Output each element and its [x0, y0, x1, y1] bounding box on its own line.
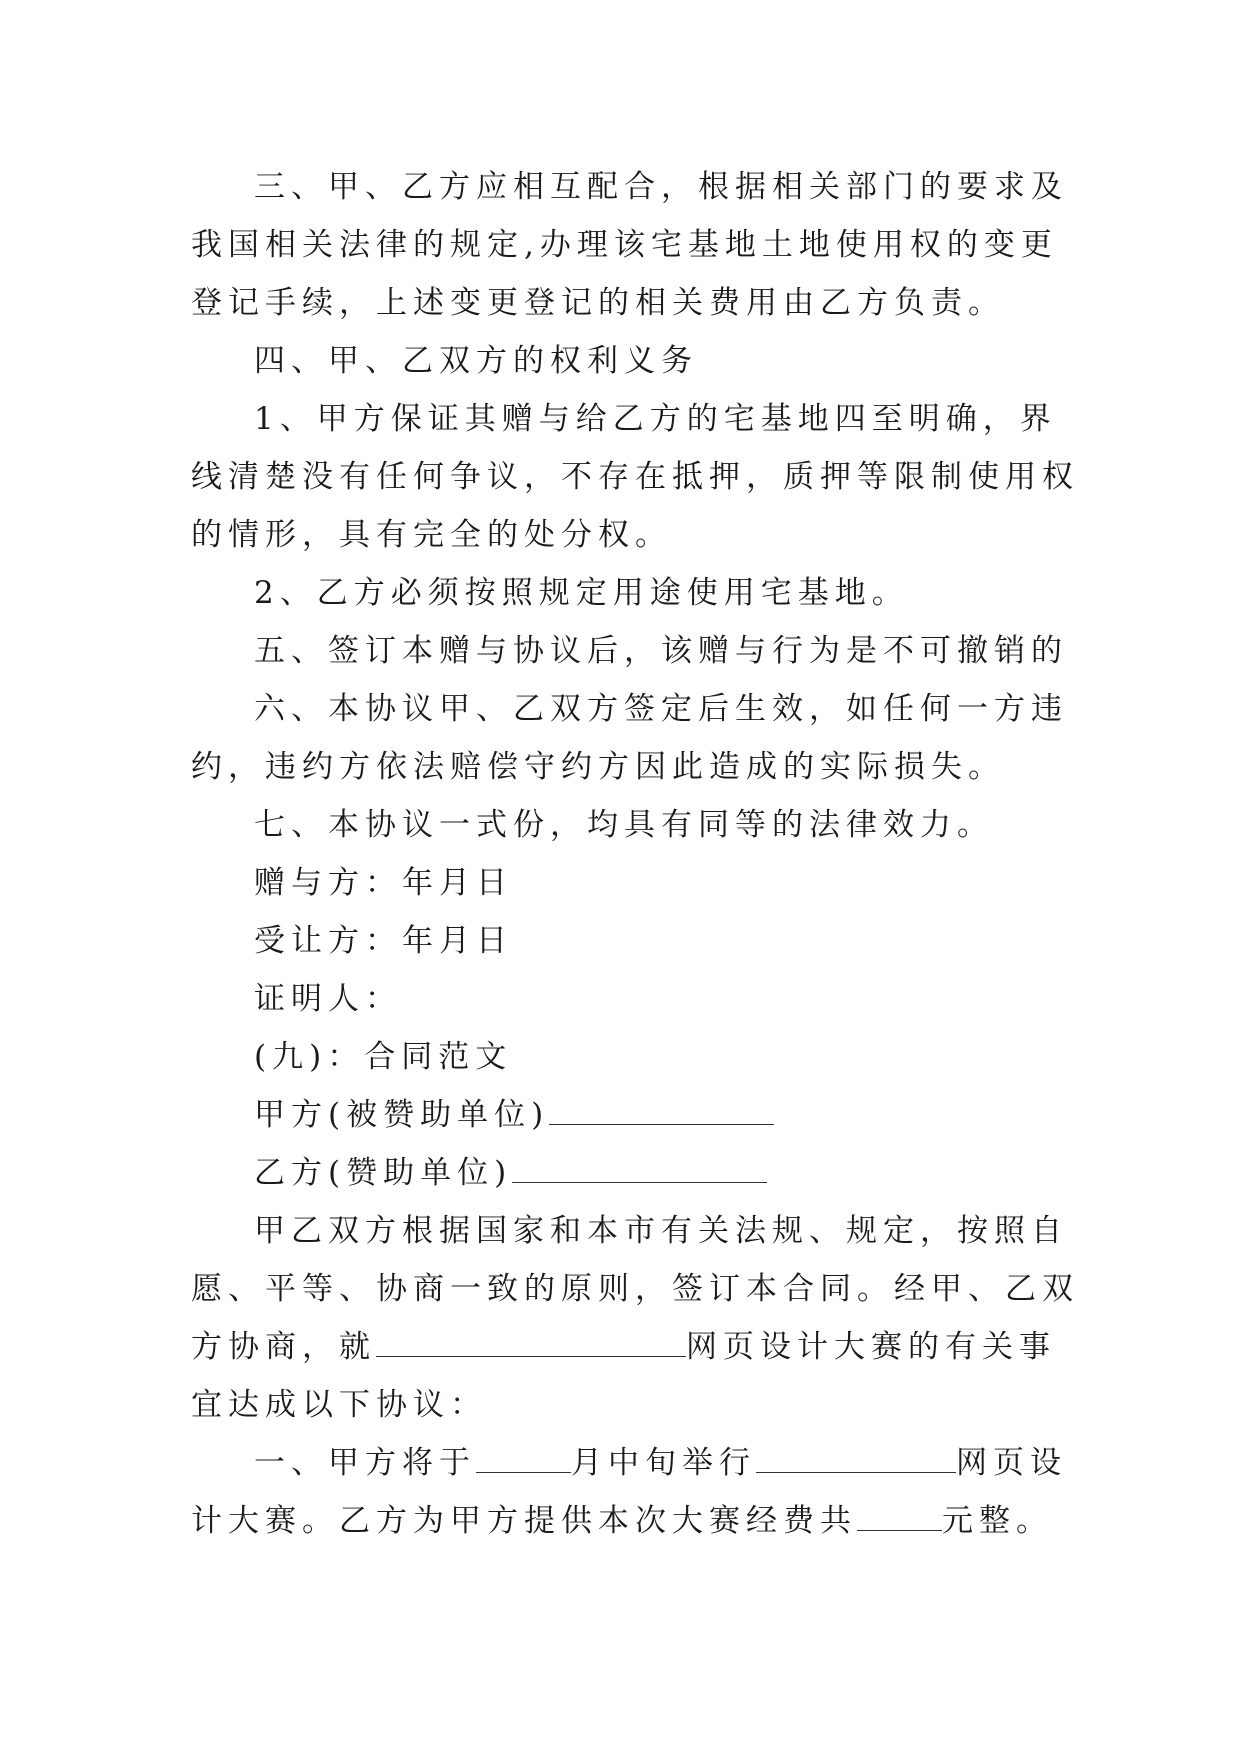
clause-one-text-4: 元整。 — [942, 1503, 1053, 1539]
signature-recipient: 受让方：年月日 — [254, 923, 513, 959]
clause-one-text-2: 月中旬举行 — [571, 1445, 756, 1481]
paragraph-item-1: 1、甲方保证其赠与给乙方的宅基地四至明确，界线清楚没有任何争议，不存在抵押，质押等限制使用权的情形，具有完全的处分权。 — [191, 401, 1079, 553]
clause-one-paragraph — [191, 1434, 1081, 1550]
signature-witness: 证明人： — [254, 981, 402, 1017]
party-a-line — [191, 1086, 1081, 1144]
signature-donor: 赠与方：年月日 — [254, 865, 513, 901]
month-blank — [476, 1446, 571, 1473]
clause-one-text-1: 一、甲方将于 — [254, 1445, 476, 1481]
paragraph-clause-6: 六、本协议甲、乙双方签定后生效，如任何一方违约，违约方依法赔偿守约方因此造成的实际损失。 — [191, 691, 1068, 785]
intro-text-2: 网页设计大赛的有关事宜达成以下协议： — [191, 1329, 1056, 1423]
party-a-label: 甲方(被赞助单位) — [254, 1097, 550, 1133]
event-name-blank — [756, 1446, 956, 1473]
clause-one-text-3: 网页设计大赛。乙方为甲方提供本次大赛经费共 — [191, 1445, 1067, 1539]
party-b-line — [191, 1144, 1081, 1202]
section-heading-nine: (九)：合同范文 — [254, 1039, 513, 1075]
party-b-blank — [512, 1156, 767, 1183]
party-b-label: 乙方(赞助单位) — [254, 1155, 513, 1191]
document-page — [191, 158, 1081, 1550]
paragraph-clause-7: 七、本协议一式份，均具有同等的法律效力。 — [254, 807, 994, 843]
intro-text-1: 甲乙双方根据国家和本市有关法规、规定，按照自愿、平等、协商一致的原则，签订本合同。经甲、乙双方协商，就 — [191, 1213, 1079, 1365]
paragraph-clause-5: 五、签订本赠与协议后，该赠与行为是不可撤销的 — [254, 633, 1068, 669]
paragraph-clause-4-heading: 四、甲、乙双方的权利义务 — [254, 343, 698, 379]
paragraph-clause-3: 三、甲、乙方应相互配合，根据相关部门的要求及我国相关法律的规定,办理该宅基地土地使用权的变更登记手续，上述变更登记的相关费用由乙方负责。 — [191, 169, 1068, 321]
amount-blank — [857, 1504, 942, 1531]
paragraph-item-2: 2、乙方必须按照规定用途使用宅基地。 — [254, 575, 909, 611]
party-a-blank — [549, 1098, 774, 1125]
contest-name-blank — [376, 1330, 686, 1357]
intro-paragraph — [191, 1202, 1081, 1434]
